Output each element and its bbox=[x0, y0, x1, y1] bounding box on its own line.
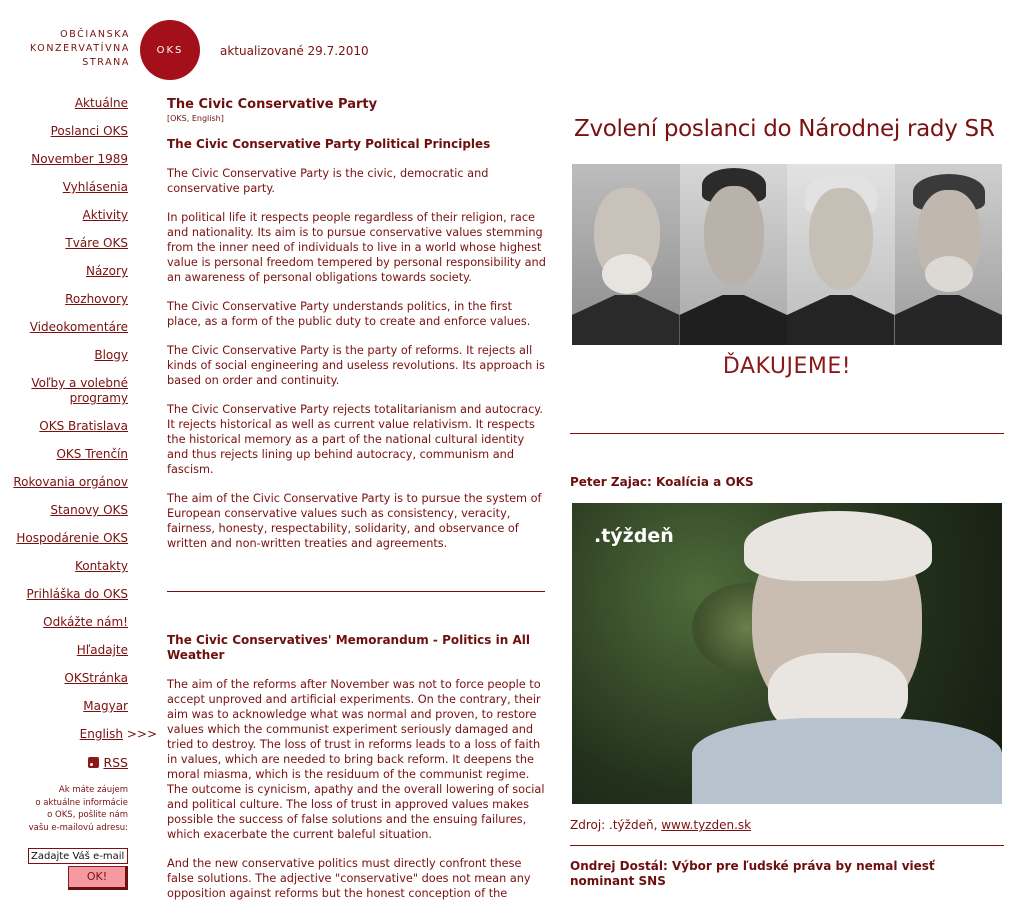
section-divider bbox=[167, 591, 545, 592]
sidebar-item-aktivity[interactable]: Aktivity bbox=[82, 208, 128, 222]
paragraph: The Civic Conservative Party understands politics, in the first place, as a form of the public duty to create and enforce values. bbox=[167, 300, 531, 328]
logo-circle[interactable]: OKS bbox=[140, 20, 200, 80]
ok-button[interactable]: OK! bbox=[68, 866, 128, 890]
mp-photo bbox=[895, 164, 1003, 345]
subscribe-line: vašu e-mailovú adresu: bbox=[28, 822, 128, 833]
language-tags: [OKS, English] bbox=[167, 114, 224, 123]
source-line bbox=[570, 818, 751, 832]
paragraph: In political life it respects people regardless of their religion, race and nationality. Its aim is to pursue conservative values stemming from the inner need of individuals to live in a world whose highest value is personal freedom tempered by personal responsibility and an awareness of personal obligations towards society. bbox=[167, 211, 546, 284]
main-content bbox=[167, 97, 547, 901]
sidebar-item-rokovania[interactable]: Rokovania orgánov bbox=[13, 475, 128, 489]
mp-photo bbox=[572, 164, 680, 345]
video-brand-logo: .týždeň bbox=[594, 525, 674, 547]
mp-photo bbox=[787, 164, 895, 345]
sidebar-item-okstranka[interactable]: OKStránka bbox=[64, 671, 128, 685]
paragraph: The Civic Conservative Party is the party of reforms. It rejects all kinds of social engineering and useless revolutions. Its approach is based on order and continuity. bbox=[167, 344, 545, 387]
english-row bbox=[0, 727, 157, 741]
paragraph: The aim of the reforms after November was not to force people to accept unproved and artificial experiments. On the contrary, their aim was to acknowledge what was normal and proven, to restore values which the communist experiment seriously damaged and tried to destroy. The loss of trust in reforms leads to a loss of faith in values, which are needed to bring back reform. It deepens the moral miasma, which is the residuum of the communist regime. The outcome is cynicism, apathy and the overall lowering of social and political culture. The loss of trust in approved values makes possible the success of false solutions and the ensuing failures, which exacerbate the current baleful situation. bbox=[167, 678, 545, 841]
sidebar-item-trencin[interactable]: OKS Trenčín bbox=[56, 447, 128, 461]
paragraph: The Civic Conservative Party rejects totalitarianism and autocracy. It rejects historical as well as current value relativism. It respects the historical memory as a part of the national cultural identity and thus rejects lining up behind autocracy, communism and fascism. bbox=[167, 403, 543, 476]
banner-title[interactable]: Zvolení poslanci do Národnej rady SR bbox=[574, 116, 995, 142]
subscribe-line: o aktuálne informácie bbox=[35, 797, 128, 808]
sidebar-nav bbox=[0, 96, 128, 727]
rss-icon[interactable] bbox=[88, 757, 99, 768]
thanks-text[interactable]: ĎAKUJEME! bbox=[722, 354, 852, 379]
sidebar-item-blogy[interactable]: Blogy bbox=[94, 348, 128, 362]
rss-row bbox=[0, 755, 128, 770]
sidebar-item-stanovy[interactable]: Stanovy OKS bbox=[50, 503, 128, 517]
sidebar-item-odkazte[interactable]: Odkážte nám! bbox=[43, 615, 128, 629]
sidebar-item-hospodarenie[interactable]: Hospodárenie OKS bbox=[16, 531, 128, 545]
person-shirt bbox=[692, 718, 1002, 804]
sidebar-item-bratislava[interactable]: OKS Bratislava bbox=[39, 419, 128, 433]
sidebar-item-hladajte[interactable]: Hľadajte bbox=[76, 643, 128, 657]
sidebar-item-kontakty[interactable]: Kontakty bbox=[74, 559, 128, 573]
sidebar-item-vyhlasenia[interactable]: Vyhlásenia bbox=[62, 180, 128, 194]
logo-line: OBČIANSKA bbox=[60, 29, 130, 40]
section-divider bbox=[570, 845, 1004, 846]
sidebar-item-volby[interactable]: Voľby a volebné programy bbox=[31, 376, 128, 405]
sidebar-item-magyar[interactable]: Magyar bbox=[83, 699, 128, 713]
sidebar-item-english[interactable]: English bbox=[79, 727, 123, 741]
video-thumbnail[interactable] bbox=[572, 503, 1002, 804]
update-date: aktualizované 29.7.2010 bbox=[220, 44, 369, 58]
sidebar-item-aktualne[interactable]: Aktuálne bbox=[74, 96, 128, 110]
memorandum-heading: The Civic Conservatives' Memorandum - Politics in All Weather bbox=[167, 633, 530, 662]
source-link[interactable]: www.tyzden.sk bbox=[661, 818, 752, 832]
current-page-marker: >>> bbox=[126, 727, 157, 741]
email-field[interactable] bbox=[28, 848, 128, 864]
rss-link[interactable]: RSS bbox=[103, 755, 128, 770]
article-title[interactable]: Peter Zajac: Koalícia a OKS bbox=[570, 475, 754, 489]
mps-photo-banner[interactable] bbox=[572, 164, 1002, 345]
subscribe-text bbox=[0, 784, 128, 834]
person-hair bbox=[744, 511, 932, 581]
logo-line: KONZERVATÍVNA bbox=[29, 43, 130, 54]
sidebar-item-poslanci[interactable]: Poslanci OKS bbox=[50, 124, 128, 138]
sidebar-item-videokomentare[interactable]: Videokomentáre bbox=[29, 320, 128, 334]
sidebar-item-november-1989[interactable]: November 1989 bbox=[31, 152, 128, 166]
paragraph: The aim of the Civic Conservative Party is to pursue the system of European conservative values such as consistency, veracity, fairness, honesty, respectability, solidarity, and observance of written and non-written treaties and agreements. bbox=[167, 492, 542, 550]
section-divider bbox=[570, 433, 1004, 434]
subscribe-line: o OKS, pošlite nám bbox=[47, 810, 128, 820]
sidebar-item-tvare[interactable]: Tváre OKS bbox=[65, 236, 128, 250]
sidebar-item-nazory[interactable]: Názory bbox=[85, 264, 128, 278]
sidebar-item-prihlaska[interactable]: Prihláška do OKS bbox=[26, 587, 128, 601]
subscribe-line: Ak máte záujem bbox=[58, 785, 128, 795]
logo-line: STRANA bbox=[82, 57, 130, 68]
principles-heading: The Civic Conservative Party Political Principles bbox=[167, 137, 491, 151]
page-title: The Civic Conservative Party bbox=[167, 97, 378, 112]
paragraph: And the new conservative politics must directly confront these false solutions. The adjective "conservative" does not mean any opposition against reforms but the honest conception of the bbox=[167, 857, 531, 900]
mp-photo bbox=[680, 164, 788, 345]
sidebar-item-rozhovory[interactable]: Rozhovory bbox=[65, 292, 128, 306]
article-title[interactable]: Ondrej Dostál: Výbor pre ľudské práva by nemal viesť nominant SNS bbox=[570, 859, 935, 888]
paragraph: The Civic Conservative Party is the civic, democratic and conservative party. bbox=[167, 167, 489, 195]
source-prefix: Zdroj: .týždeň, bbox=[570, 818, 658, 832]
logo-wordmark[interactable] bbox=[14, 28, 130, 70]
